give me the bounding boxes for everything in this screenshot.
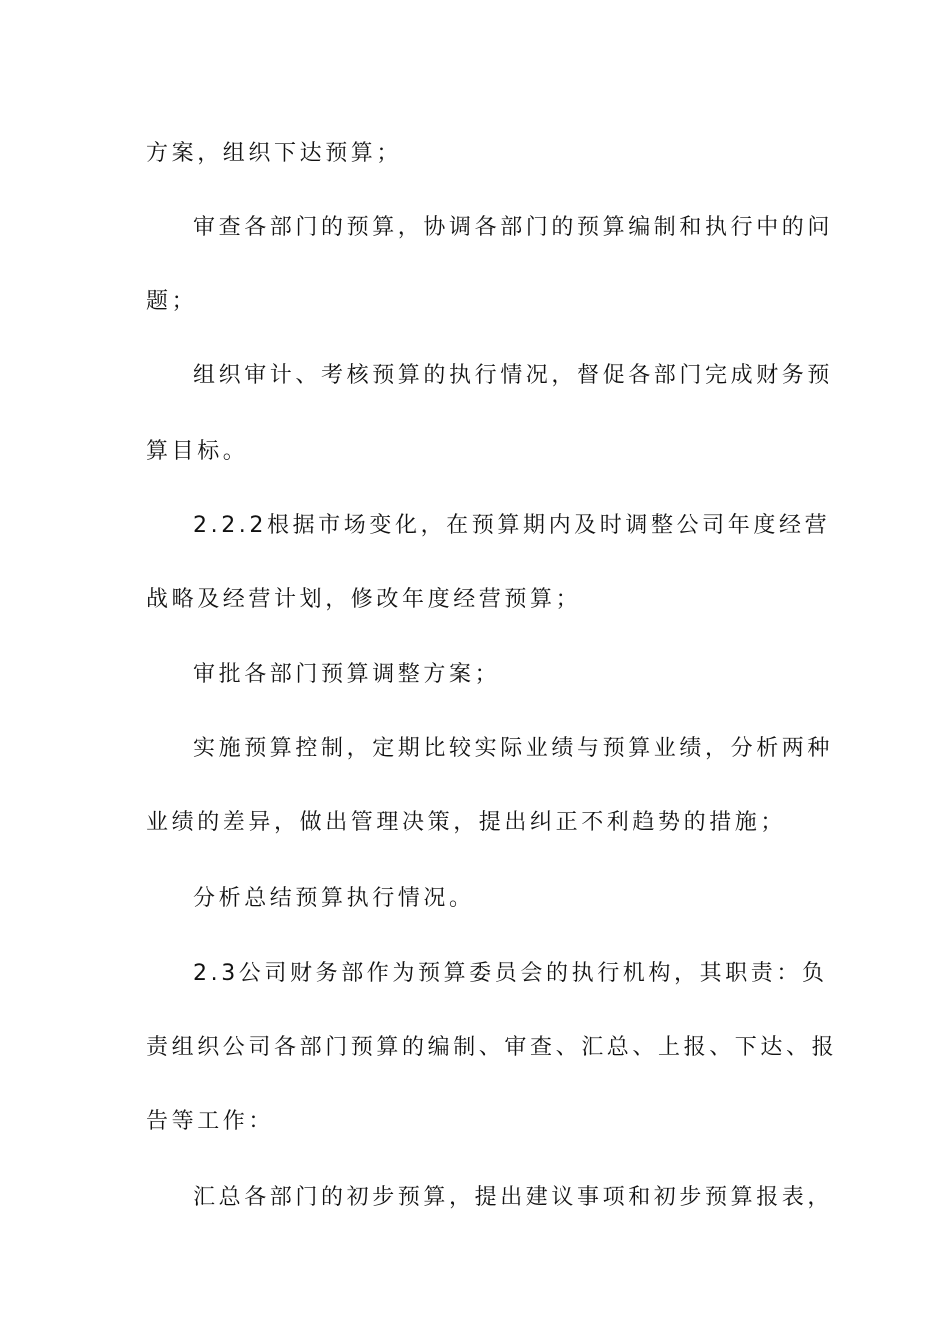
text-line: 组织审计、考核预算的执行情况，督促各部门完成财务预 [193, 363, 834, 388]
text-line: 责组织公司各部门预算的编制、审查、汇总、上报、下达、报 [146, 1035, 838, 1060]
text-line: 审查各部门的预算，协调各部门的预算编制和执行中的问 [193, 215, 834, 240]
text-line: 2.3公司财务部作为预算委员会的执行机构，其职责：负 [193, 961, 828, 986]
text-line: 战略及经营计划，修改年度经营预算； [146, 587, 582, 612]
text-line: 分析总结预算执行情况。 [193, 886, 475, 911]
text-line: 算目标。 [146, 439, 249, 464]
text-line: 业绩的差异，做出管理决策，提出纠正不利趋势的措施； [146, 810, 787, 835]
text-line: 实施预算控制，定期比较实际业绩与预算业绩，分析两种 [193, 736, 834, 761]
text-line: 方案，组织下达预算； [146, 141, 403, 166]
text-line: 审批各部门预算调整方案； [193, 662, 501, 687]
text-line: 汇总各部门的初步预算，提出建议事项和初步预算报表， [193, 1185, 834, 1210]
text-line: 题； [146, 289, 198, 314]
text-line: 告等工作： [146, 1109, 275, 1134]
text-line: 2.2.2根据市场变化，在预算期内及时调整公司年度经营 [193, 513, 831, 538]
